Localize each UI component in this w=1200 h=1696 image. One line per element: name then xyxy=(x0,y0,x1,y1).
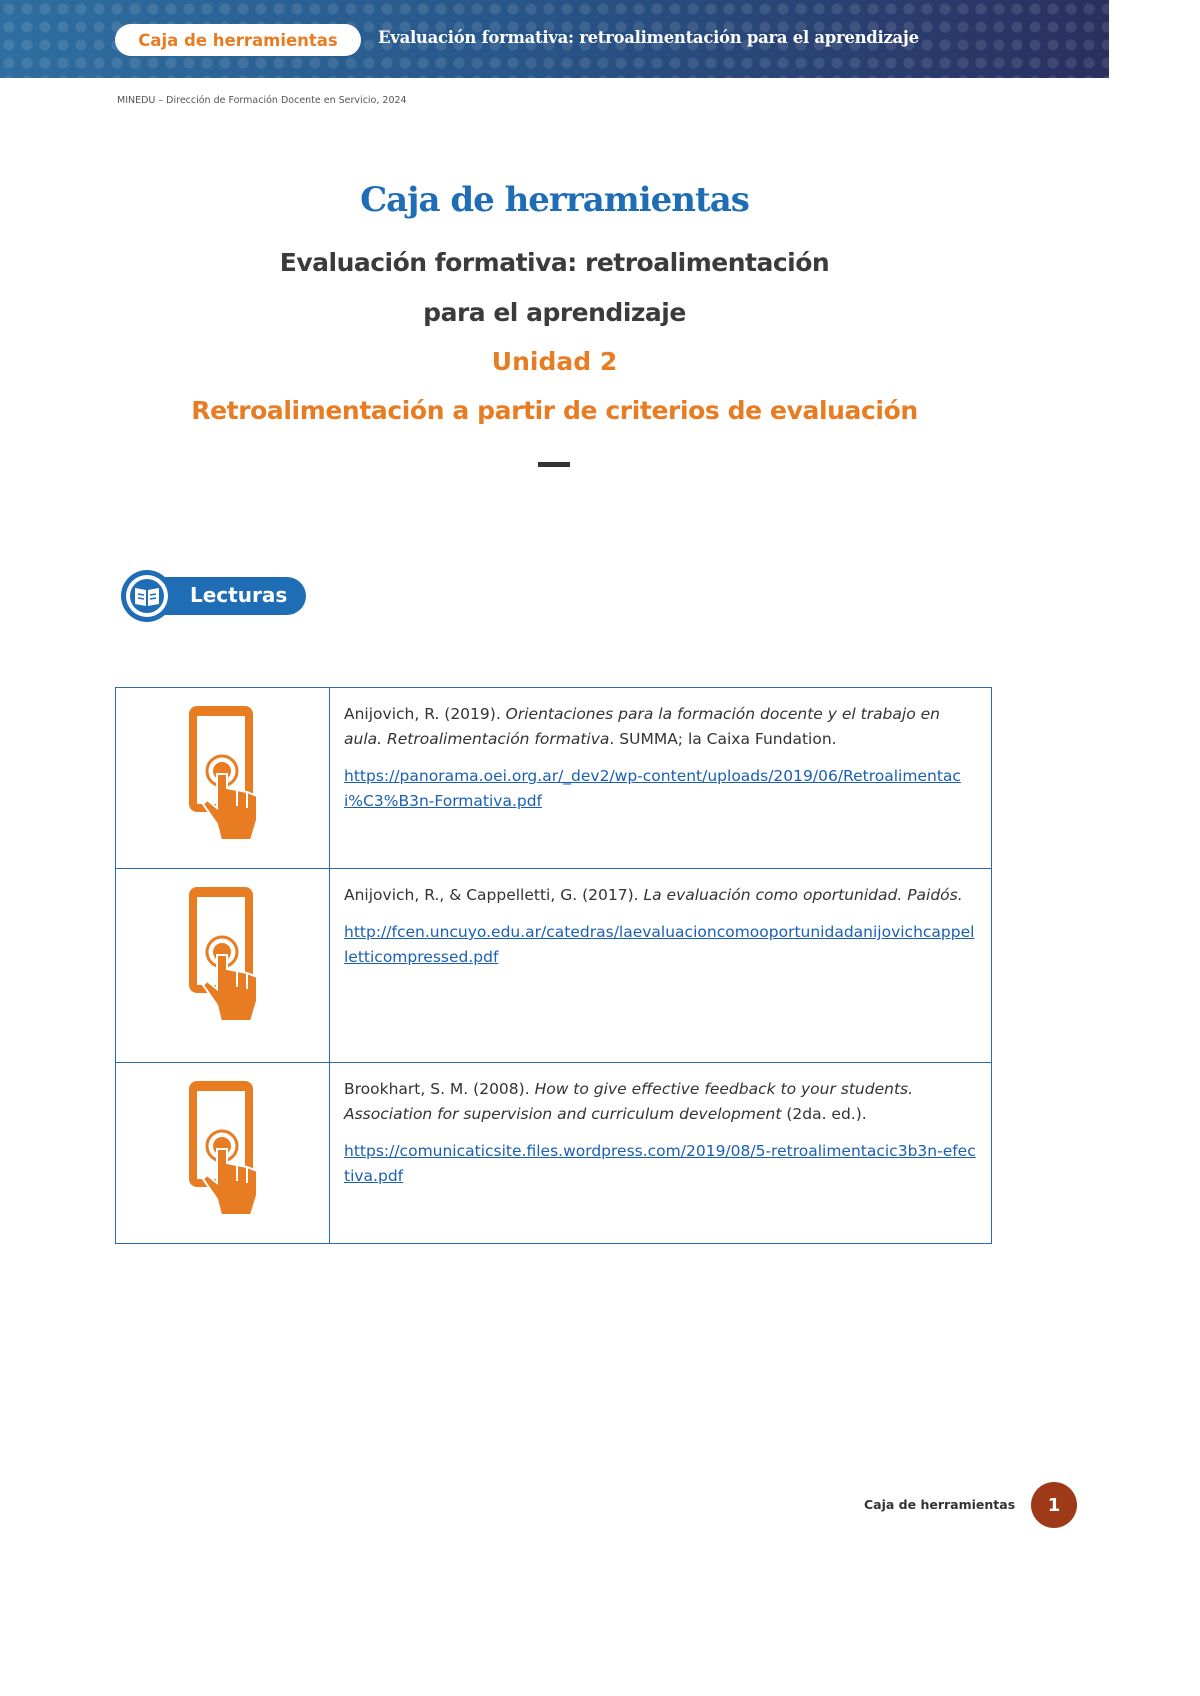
reference-cell xyxy=(330,1063,992,1244)
reference-link[interactable]: https://panorama.oei.org.ar/_dev2/wp-content/uploads/2019/06/Retroalimentaci%C3%B3n-Formativa.pdf xyxy=(344,767,961,810)
subtitle-line-1: Evaluación formativa: retroalimentación xyxy=(279,248,830,277)
subtitle-line-2: para el aprendizaje xyxy=(423,298,686,327)
reference-author: Anijovich, R., & Cappelletti, G. (2017). xyxy=(344,886,644,904)
reference-citation xyxy=(344,883,977,908)
reference-link[interactable]: http://fcen.uncuyo.edu.ar/catedras/laevaluacioncomooportunidadanijovichcappelletticompressed.pdf xyxy=(344,923,975,966)
table-row xyxy=(116,1063,992,1244)
reference-title: Orientaciones para la formación docente y el trabajo en aula. Retroalimentación formativa xyxy=(344,705,940,748)
tablet-touch-icon xyxy=(187,885,259,1023)
credit-line: MINEDU – Dirección de Formación Docente en Servicio, 2024 xyxy=(117,95,407,106)
reference-cell xyxy=(330,688,992,869)
reference-author: Anijovich, R. (2019). xyxy=(344,705,506,723)
reference-citation xyxy=(344,1077,977,1127)
book-icon xyxy=(120,569,174,623)
reference-publisher: (2da. ed.). xyxy=(781,1105,867,1123)
unit-label: Unidad 2 xyxy=(491,347,618,376)
reference-cell xyxy=(330,869,992,1063)
references-table xyxy=(115,687,992,1244)
reference-publisher: . SUMMA; la Caixa Fundation. xyxy=(609,730,837,748)
header-pill-label: Caja de herramientas xyxy=(138,30,338,50)
page-title: Caja de herramientas xyxy=(360,180,749,220)
icon-cell xyxy=(116,688,330,869)
section-label: Lecturas xyxy=(190,583,288,607)
reference-citation xyxy=(344,702,977,752)
tablet-touch-icon xyxy=(187,704,259,842)
reference-author: Brookhart, S. M. (2008). xyxy=(344,1080,535,1098)
icon-cell xyxy=(116,869,330,1063)
tablet-touch-icon xyxy=(187,1079,259,1217)
reference-title: How to give effective feedback to your students. Association for supervision and curriculum development xyxy=(344,1080,914,1123)
header-title: Evaluación formativa: retroalimentación para el aprendizaje xyxy=(378,28,919,47)
header-banner xyxy=(0,0,1109,78)
reference-title: La evaluación como oportunidad. Paidós. xyxy=(643,886,963,904)
table-row xyxy=(116,869,992,1063)
header-pill xyxy=(115,24,361,56)
page-number-badge: 1 xyxy=(1031,1482,1077,1528)
footer-label: Caja de herramientas xyxy=(864,1497,1016,1512)
unit-title: Retroalimentación a partir de criterios de evaluación xyxy=(191,396,918,425)
icon-cell xyxy=(116,1063,330,1244)
table-row xyxy=(116,688,992,869)
reference-link[interactable]: https://comunicaticsite.files.wordpress.com/2019/08/5-retroalimentacic3b3n-efectiva.pdf xyxy=(344,1142,976,1185)
divider-dash xyxy=(538,462,570,467)
section-lecturas-badge xyxy=(120,569,310,623)
